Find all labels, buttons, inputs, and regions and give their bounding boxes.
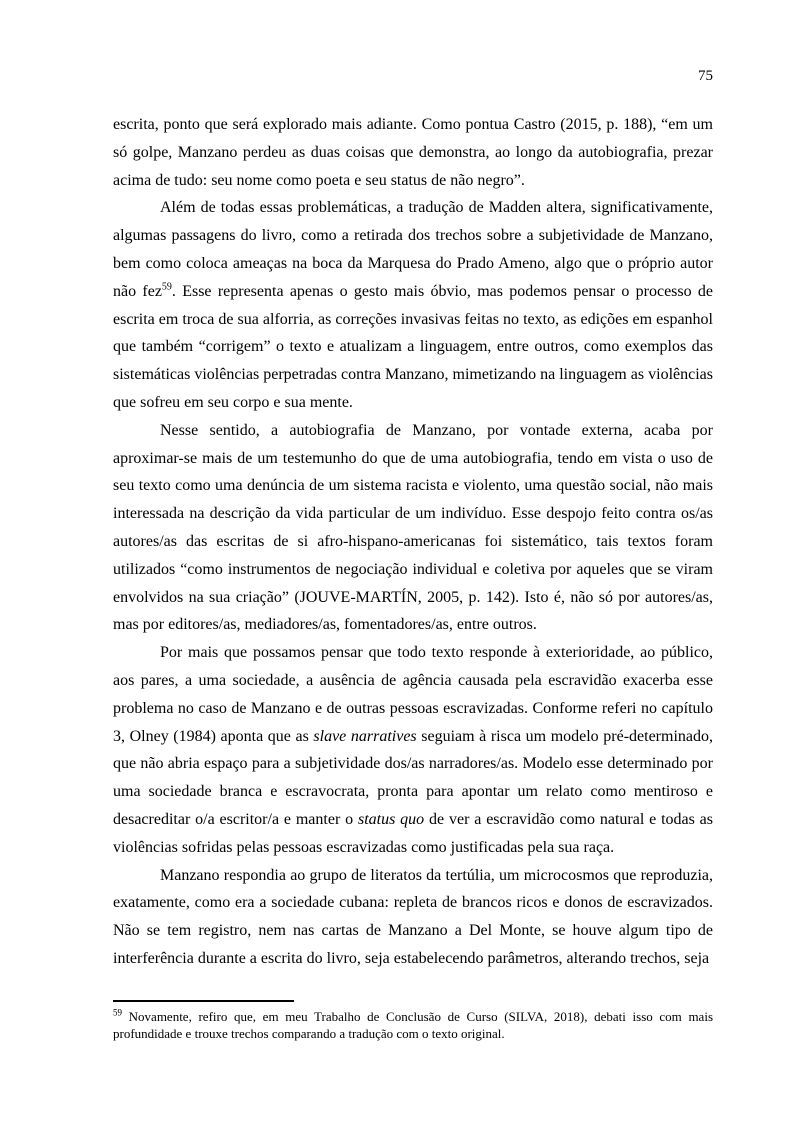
text-run: . Esse representa apenas o gesto mais óbvio, mas podemos pensar o processo de escrita em troca de sua alforria, as correções invasivas feitas no texto, as edições em espanhol que também “corrigem” o texto e atualizam a linguagem, entre outros, como exemplos das sistemáticas violências perpetradas contra Manzano, mimetizando na linguagem as violências que sofreu em seu corpo e sua mente. — [113, 282, 713, 411]
paragraph — [113, 639, 713, 861]
footnote-area — [113, 1000, 713, 1042]
footnote-text: Novamente, refiro que, em meu Trabalho de Conclusão de Curso (SILVA, 2018), debati isso com mais profundidade e trouxe trechos comparando a tradução com o texto original. — [113, 1009, 713, 1041]
italic-text: status quo — [357, 810, 425, 828]
footnote-reference: 59 — [161, 281, 172, 293]
text-run: Manzano respondia ao grupo de literatos da tertúlia, um microcosmos que reproduzia, exatamente, como era a sociedade cubana: repleta de brancos ricos e donos de escravizados. Não se tem registro, nem nas cartas de Manzano a Del Monte, se houve algum tipo de interferência durante a escrita do livro, seja estabelecendo parâmetros, alterando trechos, seja — [113, 866, 713, 967]
text-run: de ver a escravidão como natural e todas as violências sofridas pelas pessoas escravizadas como justificadas pela sua raça. — [113, 810, 714, 856]
paragraph — [113, 111, 713, 194]
footnote — [113, 1009, 713, 1042]
body-text — [113, 111, 713, 973]
paragraph — [113, 417, 713, 639]
text-run: Além de todas essas problemáticas, a tradução de Madden altera, significativamente, algumas passagens do livro, como a retirada dos trechos sobre a subjetividade de Manzano, bem como coloca ameaças na boca da Marquesa do Prado Ameno, algo que o próprio autor não fez — [113, 199, 713, 300]
text-run: Nesse sentido, a autobiografia de Manzano, por vontade externa, acaba por aproximar-se mais de um testemunho do que de uma autobiografia, tendo em vista o uso de seu texto como uma denúncia de um sistema racista e violento, uma questão social, não mais interessada na descrição da vida particular de um indivíduo. Esse despojo feito contra os/as autores/as das escritas de si afro-hispano-americanas foi sistemático, tais textos foram utilizados “como instrumentos de negociação individual e coletiva por aqueles que se viram envolvidos na sua criação” (JOUVE-MARTÍN, 2005, p. 142). Isto é, não só por autores/as, mas por editores/as, mediadores/as, fomentadores/as, entre outros. — [113, 421, 713, 634]
page-number: 75 — [698, 68, 713, 84]
footnote-separator — [113, 1000, 294, 1002]
paragraph — [113, 194, 713, 416]
paragraph — [113, 862, 713, 973]
italic-text: slave narratives — [313, 727, 417, 745]
text-run: seguiam à risca um modelo pré-determinado, que não abria espaço para a subjetividade dos/as narradores/as. Modelo esse determinado por uma sociedade branca e escravocrata, pronta para apontar um relato como mentiroso e desacreditar o/a escritor/a e manter o — [113, 727, 714, 828]
text-run: escrita, ponto que será explorado mais adiante. Como pontua Castro (2015, p. 188), “em um só golpe, Manzano perdeu as duas coisas que demonstra, ao longo da autobiografia, prezar acima de tudo: seu nome como poeta e seu status de não negro”. — [113, 116, 713, 189]
footnote-number: 59 — [113, 1007, 122, 1018]
text-run: Por mais que possamos pensar que todo texto responde à exterioridade, ao público, aos pares, a uma sociedade, a ausência de agência causada pela escravidão exacerba esse problema no caso de Manzano e de outras pessoas escravizadas. Conforme referi no capítulo 3, Olney (1984) aponta que as — [113, 644, 713, 745]
